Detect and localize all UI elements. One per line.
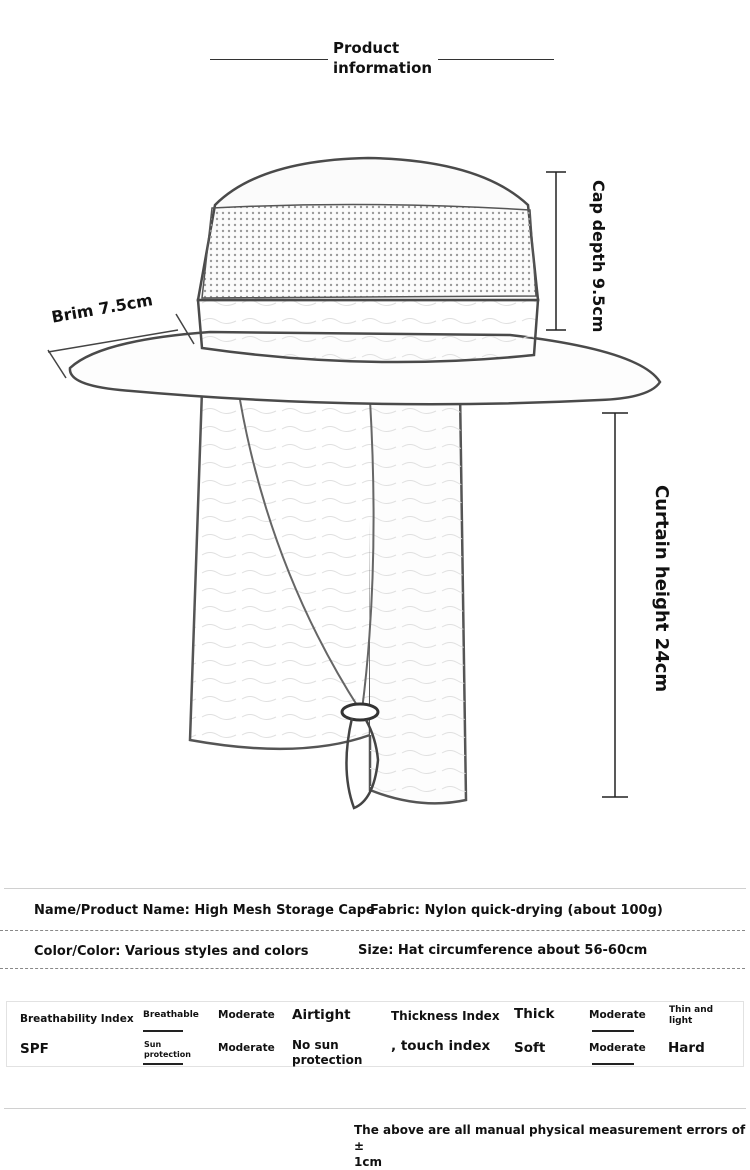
thickness-level-moderate: Moderate	[589, 1009, 646, 1021]
product-fabric: Fabric: Nylon quick-drying (about 100g)	[370, 903, 663, 918]
thickness-selected-marker	[592, 1030, 634, 1032]
breathability-level-moderate: Moderate	[218, 1009, 275, 1021]
touch-level-hard: Hard	[668, 1040, 705, 1056]
touch-selected-marker	[592, 1063, 634, 1065]
thickness-index-label: Thickness Index	[391, 1009, 500, 1023]
product-color: Color/Color: Various styles and colors	[34, 944, 309, 959]
breathability-level-airtight: Airtight	[292, 1007, 351, 1023]
spf-selected-marker	[143, 1063, 183, 1065]
thickness-level-thin: Thin and light	[669, 1005, 714, 1026]
spf-level-moderate: Moderate	[218, 1042, 275, 1054]
curtain-height-dimension-label: Curtain height 24cm	[651, 485, 672, 693]
thickness-level-thick: Thick	[514, 1006, 555, 1022]
info-divider-1	[0, 930, 745, 931]
product-name: Name/Product Name: High Mesh Storage Cape	[34, 903, 375, 918]
cap-depth-dimension-label: Cap depth 9.5cm	[589, 180, 608, 333]
measurement-note: The above are all manual physical measurement errors of ± 1cm	[354, 1123, 746, 1169]
touch-level-moderate: Moderate	[589, 1042, 646, 1054]
spf-label: SPF	[20, 1041, 49, 1057]
spf-level-no-protection: No sun protection	[292, 1038, 363, 1067]
note-divider	[4, 1108, 746, 1109]
breathability-level-breathable: Breathable	[143, 1010, 199, 1020]
spf-level-sun-protection: Sun protection	[144, 1040, 191, 1059]
info-top-divider	[4, 888, 746, 889]
page-title: Product information	[333, 39, 433, 77]
breathability-selected-marker	[143, 1030, 183, 1032]
breathability-index-label: Breathability Index	[20, 1013, 134, 1025]
product-size: Size: Hat circumference about 56-60cm	[358, 943, 648, 958]
touch-level-soft: Soft	[514, 1040, 546, 1056]
brim-dimension-label: Brim 7.5cm	[50, 290, 155, 327]
touch-index-label: , touch index	[391, 1038, 491, 1054]
info-divider-2	[0, 968, 745, 969]
